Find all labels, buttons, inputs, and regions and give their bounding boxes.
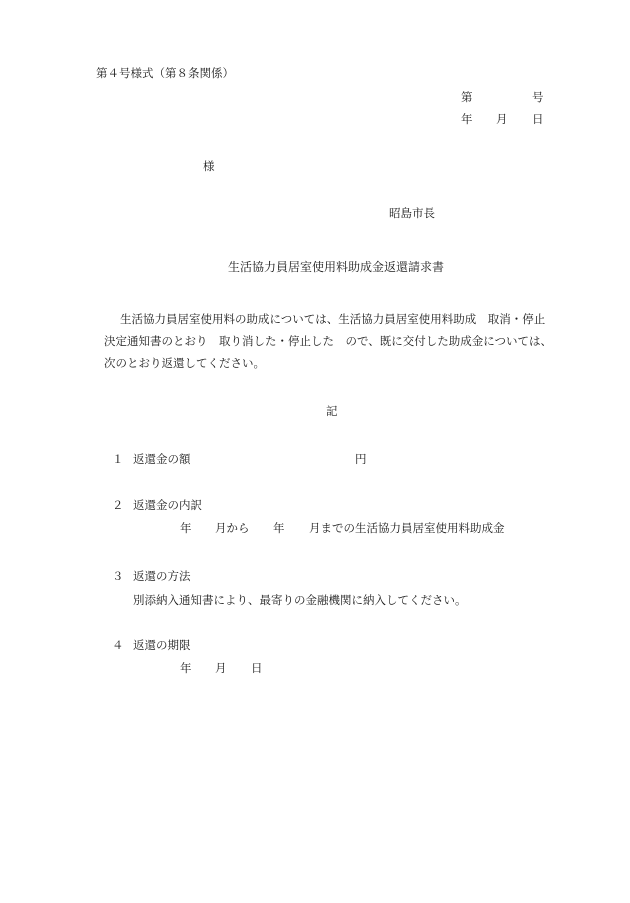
ki-heading: 記 [326,404,338,418]
item-number: ２ [112,498,124,512]
breakdown-year-from: 年 [180,521,192,535]
deadline-month: 月 [215,661,227,675]
breakdown-month-from: 月から [215,521,250,535]
item-label: 返還金の内訳 [133,498,202,512]
item-number: ４ [112,638,124,652]
document-title: 生活協力員居室使用料助成金返還請求書 [228,260,445,274]
item-label: 返還の期限 [133,638,191,652]
form-label: 第４号様式（第８条関係） [96,66,234,80]
body-line: 次のとおり返還してください。 [104,356,265,370]
item-label: 返還の方法 [133,569,191,583]
number-prefix: 第 [461,90,473,104]
breakdown-month-until: 月までの生活協力員居室使用料助成金 [309,521,505,535]
breakdown-year-until: 年 [273,521,285,535]
deadline-day: 日 [251,661,263,675]
payment-method-text: 別添納入通知書により、最寄りの金融機関に納入してください。 [133,593,467,607]
date-day: 日 [532,112,544,126]
body-line: 生活協力員居室使用料の助成については、生活協力員居室使用料助成 取消・停止 [120,312,546,326]
item-label: 返還金の額 [133,452,191,466]
number-suffix: 号 [532,90,544,104]
amount-unit: 円 [355,452,367,466]
deadline-year: 年 [180,661,192,675]
body-paragraph [104,308,574,374]
addressee-honorific: 様 [203,159,215,173]
date-year: 年 [461,112,473,126]
issuer: 昭島市長 [389,206,435,220]
body-line: 決定通知書のとおり 取り消した・停止した ので、既に交付した助成金については、 [104,334,553,348]
item-number: １ [112,452,124,466]
date-month: 月 [496,112,508,126]
item-number: ３ [112,569,124,583]
